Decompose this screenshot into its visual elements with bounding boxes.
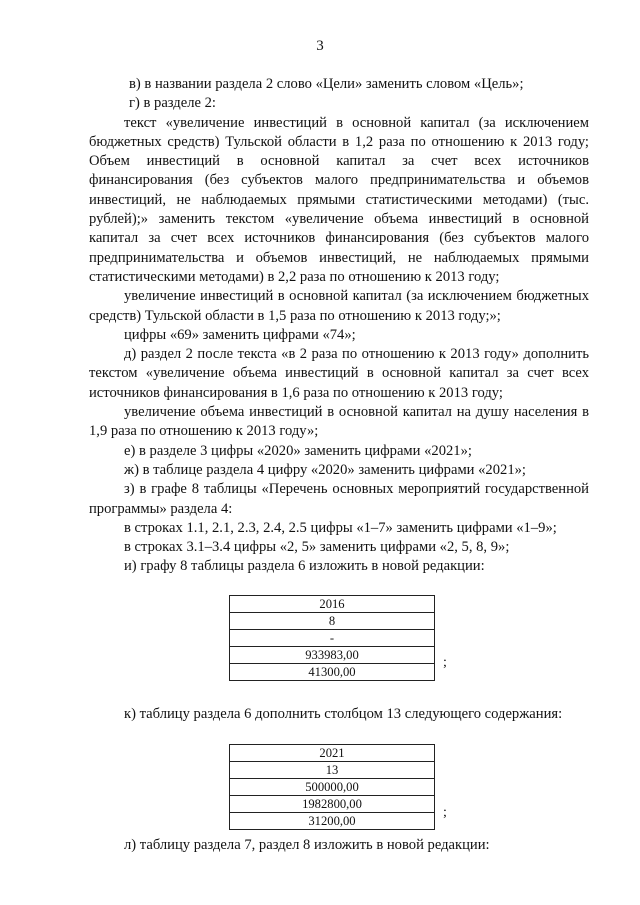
table-row bbox=[230, 629, 435, 646]
table-cell: - bbox=[230, 629, 435, 646]
paragraph-g: г) в разделе 2: bbox=[129, 95, 216, 112]
table-row bbox=[230, 813, 435, 830]
table-cell: 13 bbox=[230, 762, 435, 779]
table-row bbox=[230, 612, 435, 629]
paragraph-digits: цифры «69» заменить цифрами «74»; bbox=[124, 326, 356, 343]
paragraph-i: и) графу 8 таблицы раздела 6 изложить в новой редакции: bbox=[124, 558, 485, 575]
paragraph-k: к) таблицу раздела 6 дополнить столбцом 13 следующего содержания: bbox=[124, 705, 563, 722]
paragraph-v: в) в названии раздела 2 слово «Цели» заменить словом «Цель»; bbox=[129, 76, 524, 92]
page-number: 3 bbox=[316, 38, 324, 54]
table-row bbox=[230, 779, 435, 796]
document-body bbox=[89, 75, 589, 855]
table-cell: 2021 bbox=[230, 745, 435, 762]
paragraph-rows-1: в строках 1.1, 2.1, 2.3, 2.4, 2.5 цифры «1–7» заменить цифрами «1–9»; bbox=[124, 519, 557, 536]
table-cell: 1982800,00 bbox=[230, 796, 435, 813]
paragraph-zh: ж) в таблице раздела 4 цифру «2020» заменить цифрами «2021»; bbox=[124, 461, 526, 478]
table-cell: 500000,00 bbox=[230, 779, 435, 796]
table-row bbox=[230, 762, 435, 779]
table-cell: 2016 bbox=[230, 595, 435, 612]
table-2-semicolon: ; bbox=[443, 804, 447, 820]
paragraph-e: е) в разделе 3 цифры «2020» заменить цифрами «2021»; bbox=[124, 442, 472, 459]
table-cell: 31200,00 bbox=[230, 813, 435, 830]
table-section-6-column-8 bbox=[229, 595, 435, 681]
table-row bbox=[230, 595, 435, 612]
paragraph-rows-3: в строках 3.1–3.4 цифры «2, 5» заменить цифрами «2, 5, 8, 9»; bbox=[124, 539, 510, 556]
table-cell: 933983,00 bbox=[230, 646, 435, 663]
table-2-block bbox=[229, 744, 589, 829]
paragraph-text-replace: текст «увеличение инвестиций в основной капитал (за исключением бюджетных средств) Тульской области в 1,2 раза по отношению к 2013 году; Объем инвестиций в основной капитал за счет всех источников финансирования (без субъектов малого предпринимательства и объемов инвестиций, не наблюдаемых прямыми статистическими методами) (тыс. рублей);» заменить текстом «увеличение объема инвестиций в основной капитал за счет всех источников финансирования (без субъектов малого предпринимательства и объемов инвестиций, не наблюдаемых прямыми статистическими методами) в 2,2 раза по отношению к 2013 году; bbox=[89, 114, 589, 285]
table-section-6-column-13 bbox=[229, 744, 435, 830]
paragraph-investment: увеличение инвестиций в основной капитал (за исключением бюджетных средств) Тульской области в 1,5 раза по отношению к 2013 году;»; bbox=[89, 288, 589, 324]
paragraph-d: д) раздел 2 после текста «в 2 раза по отношению к 2013 году» дополнить текстом «увеличение объема инвестиций в основной капитал за счет всех источников финансирования в 1,6 раза по отношению к 2013 году; bbox=[89, 346, 589, 401]
table-row bbox=[230, 745, 435, 762]
table-cell: 41300,00 bbox=[230, 663, 435, 680]
paragraph-z: з) в графе 8 таблицы «Перечень основных мероприятий государственной программы» раздела 4: bbox=[89, 481, 589, 517]
table-1-block bbox=[229, 595, 589, 677]
table-row bbox=[230, 663, 435, 680]
table-cell: 8 bbox=[230, 612, 435, 629]
paragraph-per-capita: увеличение объема инвестиций в основной капитал на душу населения в 1,9 раза по отношению к 2013 году»; bbox=[89, 404, 589, 440]
table-row bbox=[230, 796, 435, 813]
table-row bbox=[230, 646, 435, 663]
paragraph-l: л) таблицу раздела 7, раздел 8 изложить в новой редакции: bbox=[124, 837, 490, 854]
table-1-semicolon: ; bbox=[443, 655, 447, 671]
